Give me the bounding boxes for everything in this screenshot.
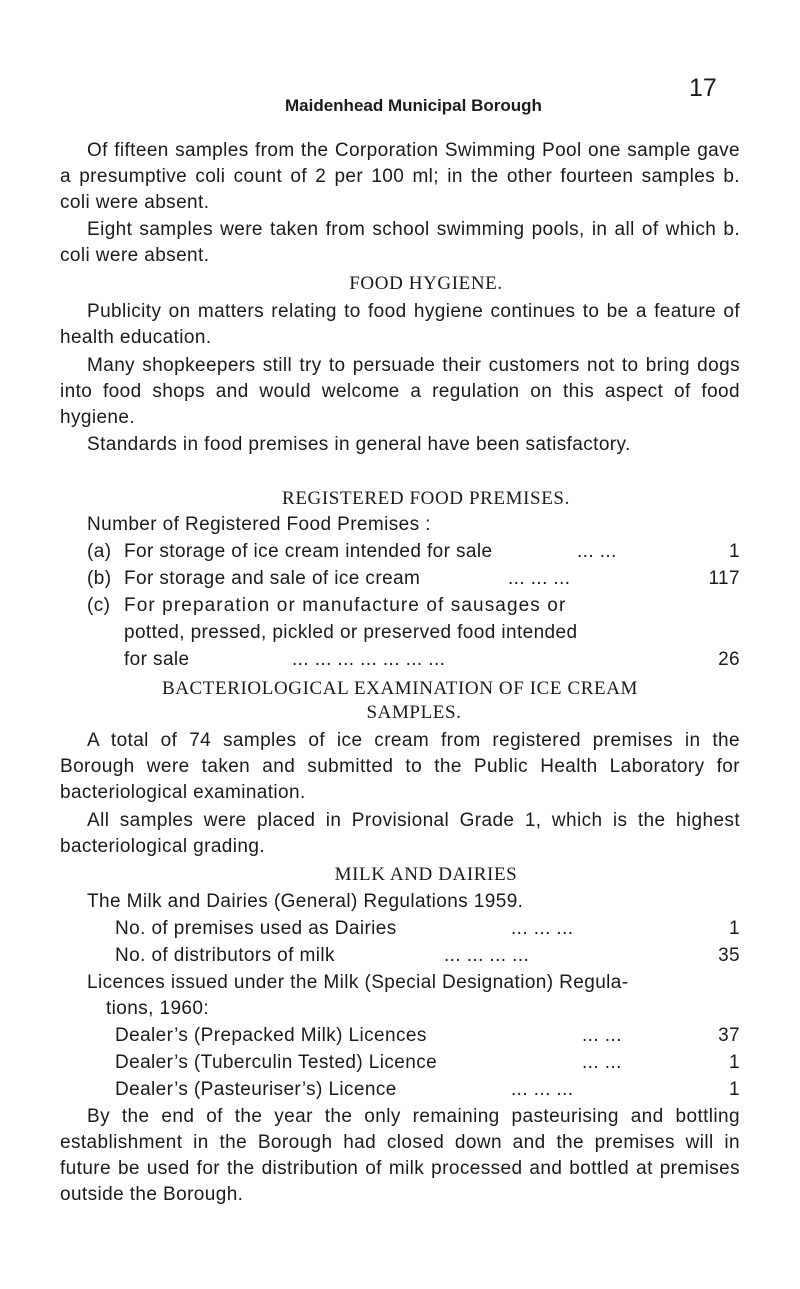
bacteriological-paragraph-2: All samples were placed in Provisional Grade 1, which is the highest bacteriological grading. (60, 810, 740, 857)
milk-row-label: No. of distributors of milk (115, 945, 335, 966)
food-hygiene-heading: FOOD HYGIENE. (349, 273, 503, 294)
leader-dots: ... ... (577, 541, 617, 562)
registered-item-key: (c) (87, 595, 111, 616)
milk-row-value: 1 (729, 918, 740, 939)
milk-row-label: No. of premises used as Dairies (115, 918, 397, 939)
licence-row-pasteuriser (115, 1077, 740, 1103)
leader-dots: ... ... ... ... ... ... ... (292, 649, 446, 670)
running-head: Maidenhead Municipal Borough (285, 96, 542, 115)
milk-row-distributors (115, 943, 740, 969)
licence-row-prepacked (115, 1023, 740, 1049)
registered-item-label-line-3: for sale (124, 649, 190, 670)
leader-dots: ... ... (582, 1052, 622, 1073)
milk-row-value: 35 (718, 945, 740, 966)
bacteriological-paragraph-1: A total of 74 samples of ice cream from registered premises in the Borough were taken and submitted to the Public Health Laboratory for bacteriological examination. (60, 730, 740, 803)
registered-item-label: For storage and sale of ice cream (124, 568, 421, 589)
leader-dots: ... ... (582, 1025, 622, 1046)
licence-row-value: 1 (729, 1079, 740, 1100)
registered-item-value: 1 (729, 541, 740, 562)
licences-intro-line-2: tions, 1960: (106, 998, 210, 1019)
bacteriological-heading-line-2: SAMPLES. (366, 702, 462, 723)
bacteriological-heading-line-1: BACTERIOLOGICAL EXAMINATION OF ICE CREAM (161, 678, 639, 699)
registered-item-b (87, 566, 740, 592)
licence-row-label: Dealer’s (Pasteuriser’s) Licence (115, 1079, 397, 1100)
registered-premises-intro: Number of Registered Food Premises : (87, 514, 431, 535)
page-number: 17 (689, 74, 717, 102)
food-hygiene-paragraph-1: Publicity on matters relating to food hygiene continues to be a feature of health education. (60, 301, 740, 348)
registered-item-value: 117 (708, 568, 740, 589)
licence-row-value: 37 (718, 1025, 740, 1046)
registered-item-label: For storage of ice cream intended for sale (124, 541, 493, 562)
registered-item-key: (b) (87, 568, 112, 589)
licence-row-value: 1 (729, 1052, 740, 1073)
leader-dots: ... ... ... ... (444, 945, 530, 966)
milk-closing-paragraph: By the end of the year the only remaining pasteurising and bottling establishment in the Borough had closed down and the premises will in future be used for the distribution of milk processed and bottled at premises outside the Borough. (60, 1106, 740, 1205)
registered-item-a (87, 539, 740, 565)
registered-item-key: (a) (87, 541, 112, 562)
licence-row-label: Dealer’s (Tuberculin Tested) Licence (115, 1052, 438, 1073)
registered-item-value: 26 (718, 649, 740, 670)
licence-row-tuberculin (115, 1050, 740, 1076)
swimming-paragraph-1: Of fifteen samples from the Corporation Swimming Pool one sample gave a presumptive coli count of 2 per 100 ml; in the other fourteen samples b. coli were absent. (60, 140, 740, 213)
food-hygiene-paragraph-2: Many shopkeepers still try to persuade their customers not to bring dogs into food shops and would welcome a regulation on this aspect of food hygiene. (60, 355, 740, 428)
registered-item-c (87, 593, 740, 673)
registered-premises-heading: REGISTERED FOOD PREMISES. (282, 488, 570, 509)
licences-intro-line-1: Licences issued under the Milk (Special Designation) Regula- (87, 972, 629, 993)
swimming-paragraph-2: Eight samples were taken from school swimming pools, in all of which b. coli were absent. (60, 219, 740, 266)
leader-dots: ... ... ... (508, 568, 571, 589)
milk-row-dairies (115, 916, 740, 942)
milk-regulations: The Milk and Dairies (General) Regulations 1959. (87, 891, 524, 912)
registered-item-label-line-1: For preparation or manufacture of sausages or (124, 595, 567, 616)
food-hygiene-paragraph-3: Standards in food premises in general have been satisfactory. (87, 434, 631, 455)
milk-heading: MILK AND DAIRIES (334, 864, 518, 885)
leader-dots: ... ... ... (511, 918, 574, 939)
leader-dots: ... ... ... (511, 1079, 574, 1100)
licence-row-label: Dealer’s (Prepacked Milk) Licences (115, 1025, 427, 1046)
registered-item-label-line-2: potted, pressed, pickled or preserved food intended (124, 622, 578, 643)
